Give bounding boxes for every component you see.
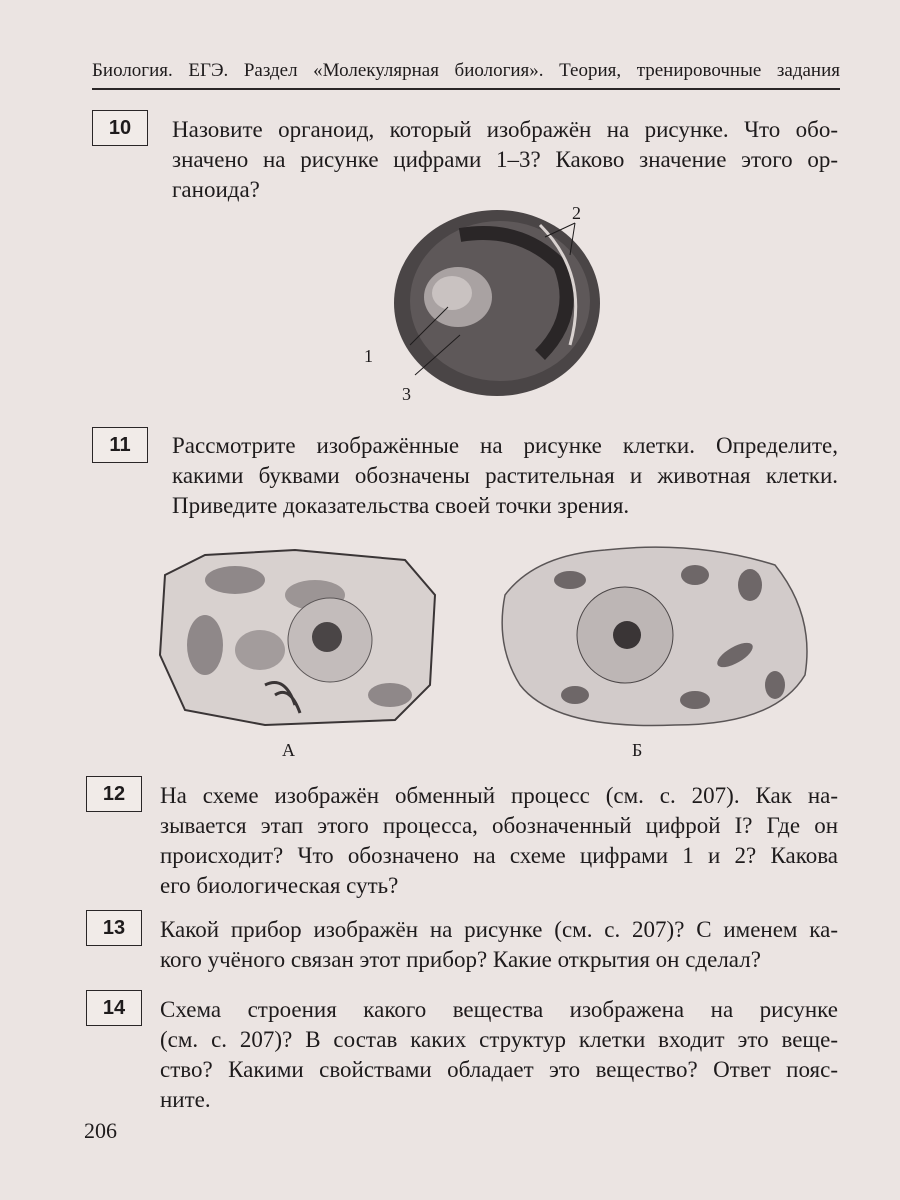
figure-label-3: 3: [402, 384, 411, 404]
task-10-line: Назовите органоид, который изображён на рисунке. Что обо-: [172, 117, 838, 142]
figure-label-2: 2: [572, 203, 581, 223]
task-14-line: ните.: [160, 1087, 211, 1112]
task-10-line: значено на рисунке цифрами 1–3? Каково значение этого ор-: [172, 147, 838, 172]
running-header: Биология. ЕГЭ. Раздел «Молекулярная биология». Теория, тренировочные задания: [92, 60, 840, 81]
task-14-line: ство? Какими свойствами обладает это вещество? Ответ пояс-: [160, 1057, 838, 1082]
task-12-line: происходит? Что обозначено на схеме цифрами 1 и 2? Какова: [160, 843, 838, 868]
plant-cell-figure: [145, 535, 445, 735]
task-12-line: На схеме изображён обменный процесс (см. с. 207). Как на-: [160, 783, 838, 808]
page-number: 206: [84, 1118, 117, 1143]
task-13-line: Какой прибор изображён на рисунке (см. с. 207)? С именем ка-: [160, 917, 838, 942]
task-14-line: Схема строения какого вещества изображена на рисунке: [160, 997, 838, 1022]
figure-label-a: А: [282, 740, 295, 760]
task-11-line: Приведите доказательства своей точки зрения.: [172, 493, 630, 518]
figure-label-b: Б: [632, 740, 643, 760]
task-number-11: 11: [92, 427, 148, 463]
task-12-line: его биологическая суть?: [160, 873, 399, 898]
organoid-figure: [340, 195, 630, 415]
task-11-line: какими буквами обозначены растительная и животная клетки.: [172, 463, 838, 488]
task-number-13: 13: [86, 910, 142, 946]
task-10-line: ганоида?: [172, 177, 260, 202]
task-14-line: (см. с. 207)? В состав каких структур клетки входит это веще-: [160, 1027, 838, 1052]
task-number-14: 14: [86, 990, 142, 1026]
animal-cell-figure: [495, 535, 815, 735]
task-12-line: зывается этап этого процесса, обозначенный цифрой I? Где он: [160, 813, 838, 838]
figure-label-1: 1: [364, 346, 373, 366]
task-13-line: кого учёного связан этот прибор? Какие открытия он сделал?: [160, 947, 761, 972]
header-rule: [92, 88, 840, 90]
task-11-line: Рассмотрите изображённые на рисунке клетки. Определите,: [172, 433, 838, 458]
task-number-10: 10: [92, 110, 148, 146]
task-number-12: 12: [86, 776, 142, 812]
